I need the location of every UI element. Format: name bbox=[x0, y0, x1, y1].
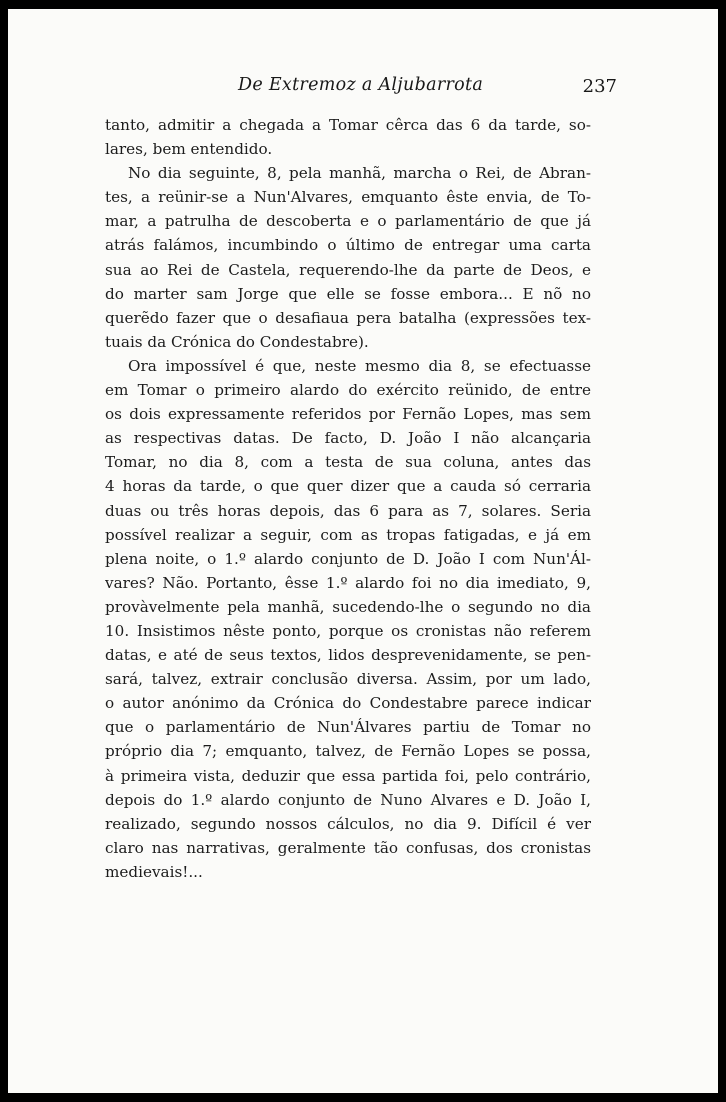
text-line: lares, bem entendido. bbox=[105, 140, 273, 159]
text-line: 4 horas da tarde, o que quer dizer que a cauda só cerraria bbox=[105, 477, 591, 496]
text-line: Tomar, no dia 8, com a testa de sua coluna, antes das bbox=[105, 453, 591, 472]
text-line: sua ao Rei de Castela, requerendo-lhe da parte de Deos, e bbox=[105, 260, 591, 279]
text-line: os dois expressamente referidos por Fernão Lopes, mas sem bbox=[105, 405, 591, 424]
text-line: atrás falámos, incumbindo o último de entregar uma carta bbox=[105, 236, 591, 255]
text-line: depois do 1.º alardo conjunto de Nuno Alvares e D. João I, bbox=[105, 790, 591, 809]
text-line: Ora impossível é que, neste mesmo dia 8, se efectuasse bbox=[128, 356, 591, 375]
text-line: mar, a patrulha de descoberta e o parlamentário de que já bbox=[105, 212, 591, 231]
running-title: De Extremoz a Aljubarrota bbox=[238, 75, 484, 95]
text-line: realizado, segundo nossos cálculos, no dia 9. Difícil é ver bbox=[105, 814, 591, 833]
paragraph bbox=[105, 113, 591, 161]
text-line: as respectivas datas. De facto, D. João I não alcançaria bbox=[105, 429, 591, 448]
text-line: próprio dia 7; emquanto, talvez, de Fernão Lopes se possa, bbox=[105, 742, 591, 761]
text-line: à primeira vista, deduzir que essa partida foi, pelo contrário, bbox=[105, 766, 591, 785]
paragraph bbox=[105, 161, 591, 354]
text-line: querẽdo fazer que o desafiaua pera batalha (expressões tex- bbox=[105, 308, 591, 327]
text-line: datas, e até de seus textos, lidos desprevenidamente, se pen- bbox=[105, 646, 591, 665]
paragraph bbox=[105, 354, 591, 884]
text-line: sará, talvez, extrair conclusão diversa. Assim, por um lado, bbox=[105, 670, 591, 689]
text-line: No dia seguinte, 8, pela manhã, marcha o Rei, de Abran- bbox=[128, 164, 591, 183]
text-line: o autor anónimo da Crónica do Condestabre parece indicar bbox=[105, 694, 591, 713]
page-header bbox=[108, 75, 617, 99]
text-line: do marter sam Jorge que elle se fosse embora... E nõ no bbox=[105, 284, 591, 303]
text-line: tanto, admitir a chegada a Tomar cêrca das 6 da tarde, so- bbox=[105, 116, 591, 134]
text-line: que o parlamentário de Nun'Álvares partiu de Tomar no bbox=[105, 718, 591, 737]
text-line: claro nas narrativas, geralmente tão confusas, dos cronistas bbox=[105, 838, 591, 857]
body-text bbox=[105, 113, 591, 884]
text-line: possível realizar a seguir, com as tropas fatigadas, e já em bbox=[105, 525, 591, 544]
text-line: plena noite, o 1.º alardo conjunto de D. João I com Nun'Ál- bbox=[105, 549, 591, 568]
text-line: 10. Insistimos nêste ponto, porque os cronistas não referem bbox=[105, 621, 591, 640]
text-line: duas ou três horas depois, das 6 para as 7, solares. Seria bbox=[105, 501, 591, 520]
text-line: provàvelmente pela manhã, sucedendo-lhe o segundo no dia bbox=[105, 597, 591, 616]
book-page bbox=[8, 9, 718, 1093]
text-line: vares? Não. Portanto, êsse 1.º alardo foi no dia imediato, 9, bbox=[105, 573, 591, 592]
text-line: tuais da Crónica do Condestabre). bbox=[105, 332, 369, 351]
text-line: tes, a reünir-se a Nun'Alvares, emquanto êste envia, de To- bbox=[105, 188, 591, 207]
page-number: 237 bbox=[582, 76, 617, 97]
text-line: medievais!... bbox=[105, 862, 203, 881]
text-line: em Tomar o primeiro alardo do exército reünido, de entre bbox=[105, 381, 591, 400]
